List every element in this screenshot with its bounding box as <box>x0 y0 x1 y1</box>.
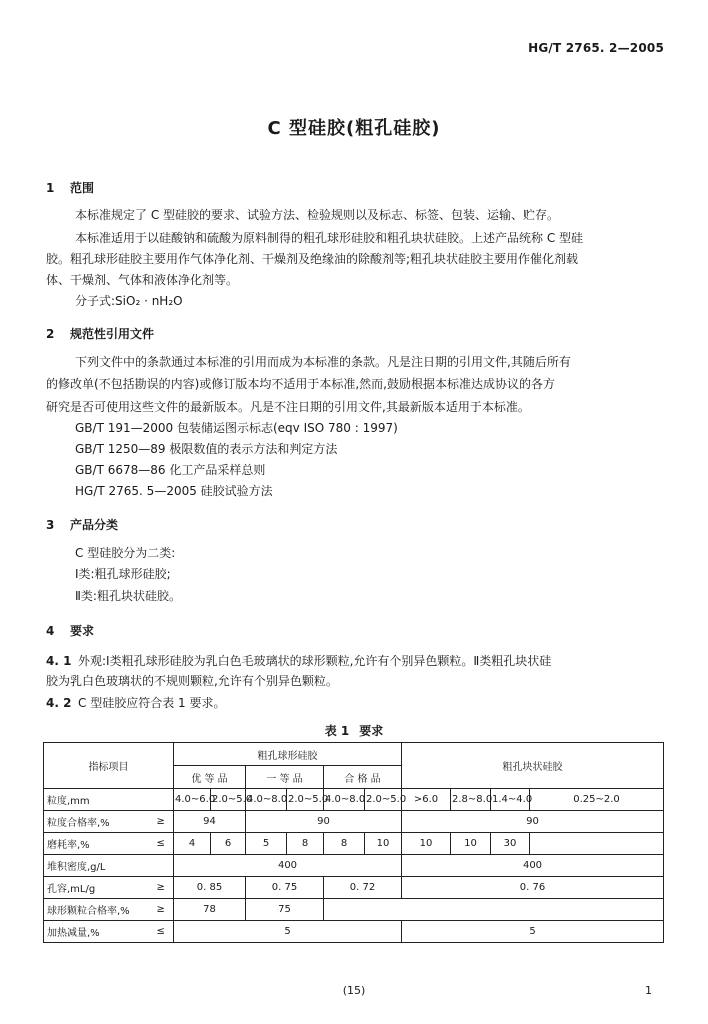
section-1-paragraph-2-line-3: 体、干燥剂、气体和液体净化剂等。 <box>46 273 239 287</box>
clause-4-1-line-1 <box>46 652 551 669</box>
row-label: 孔容,mL/g <box>44 877 149 899</box>
section-title: 产品分类 <box>70 518 119 532</box>
table-cell: 94 <box>174 811 246 833</box>
table-cell: 2.0~5.0 <box>287 789 324 811</box>
table-cell: 10 <box>365 833 402 855</box>
clause-text: C 型硅胶应符合表 1 要求。 <box>78 696 226 710</box>
section-number: 2 <box>46 327 55 341</box>
document-title: C 型硅胶(粗孔硅胶) <box>267 118 441 139</box>
table-cell: 0. 75 <box>246 877 324 899</box>
row-label: 粒度合格率,% <box>44 811 149 833</box>
classification-intro: C 型硅胶分为二类: <box>75 546 176 560</box>
table-cell: 0. 76 <box>402 877 664 899</box>
row-operator: ≤ <box>149 833 174 855</box>
reference-item: GB/T 6678—86 化工产品采样总则 <box>75 463 266 477</box>
section-1-heading <box>46 179 94 196</box>
clause-number: 4. 1 <box>46 654 72 668</box>
row-operator: ≤ <box>149 921 174 943</box>
clause-number: 4. 2 <box>46 696 72 710</box>
row-label: 加热减量,% <box>44 921 149 943</box>
table-cell: 5 <box>174 921 402 943</box>
header-grade-qualified: 合 格 品 <box>324 766 402 789</box>
table-cell: 0.25~2.0 <box>530 789 664 811</box>
table-cell: 90 <box>402 811 664 833</box>
section-3-heading <box>46 516 118 533</box>
row-operator <box>149 789 174 811</box>
section-1-paragraph-2-line-2: 胶。粗孔球形硅胶主要用作气体净化剂、干燥剂及绝缘油的除酸剂等;粗孔块状硅胶主要用作催化剂载 <box>46 252 579 266</box>
table-row-size <box>44 789 664 811</box>
clause-4-2 <box>46 694 225 711</box>
row-operator: ≥ <box>149 811 174 833</box>
table-row-spherical-pass-rate <box>44 899 664 921</box>
header-spherical-gel: 粗孔球形硅胶 <box>174 743 402 766</box>
table-cell: 8 <box>324 833 365 855</box>
table-cell <box>530 833 664 855</box>
standard-code: HG/T 2765. 2—2005 <box>528 41 664 55</box>
table-cell: 400 <box>402 855 664 877</box>
reference-item: HG/T 2765. 5—2005 硅胶试验方法 <box>75 484 273 498</box>
table-title: 要求 <box>359 724 384 738</box>
header-grade-first: 一 等 品 <box>246 766 324 789</box>
table-row-pore-volume <box>44 877 664 899</box>
row-operator: ≥ <box>149 877 174 899</box>
table-cell: 0. 72 <box>324 877 402 899</box>
table-cell: 90 <box>246 811 402 833</box>
header-lump-gel: 粗孔块状硅胶 <box>402 743 664 789</box>
table-cell: 2.8~8.0 <box>451 789 491 811</box>
section-number: 3 <box>46 518 55 532</box>
section-1-paragraph-2-line-1: 本标准适用于以硅酸钠和硫酸为原料制得的粗孔球形硅胶和粗孔块状硅胶。上述产品统称 C 型硅 <box>75 231 584 245</box>
row-label: 粒度,mm <box>44 789 149 811</box>
table-cell: 0. 85 <box>174 877 246 899</box>
header-item: 指标项目 <box>44 743 174 789</box>
table-cell: 400 <box>174 855 402 877</box>
table-cell: 4.0~6.0 <box>174 789 211 811</box>
section-number: 1 <box>46 181 55 195</box>
molecular-formula: 分子式:SiO₂ · nH₂O <box>75 294 183 308</box>
table-cell: 10 <box>451 833 491 855</box>
section-2-heading <box>46 325 154 342</box>
table-cell: 30 <box>491 833 530 855</box>
table-cell: 8 <box>287 833 324 855</box>
header-grade-excellent: 优 等 品 <box>174 766 246 789</box>
row-operator <box>149 855 174 877</box>
table-cell: >6.0 <box>402 789 451 811</box>
requirements-table <box>43 742 664 943</box>
clause-4-1-line-2: 胶为乳白色玻璃状的不规则颗粒,允许有个别异色颗粒。 <box>46 674 338 688</box>
table-number: 表 1 <box>324 724 350 738</box>
reference-item: GB/T 191—2000 包装储运图示标志(eqv ISO 780 : 1997) <box>75 421 398 435</box>
section-1-paragraph-1: 本标准规定了 C 型硅胶的要求、试验方法、检验规则以及标志、标签、包装、运输、贮存。 <box>75 208 560 222</box>
table-cell: 5 <box>402 921 664 943</box>
section-title: 范围 <box>70 181 95 195</box>
section-title: 规范性引用文件 <box>70 327 155 341</box>
section-2-paragraph-line-1: 下列文件中的条款通过本标准的引用而成为本标准的条款。凡是注日期的引用文件,其随后所有 <box>75 355 571 369</box>
section-2-paragraph-line-2: 的修改单(不包括勘误的内容)或修订版本均不适用于本标准,然而,鼓励根据本标准达成协议的各方 <box>46 377 555 391</box>
table-cell: 10 <box>402 833 451 855</box>
page-sequence: (15) <box>342 984 366 997</box>
table-row-heat-loss <box>44 921 664 943</box>
row-label: 磨耗率,% <box>44 833 149 855</box>
table-row-bulk-density <box>44 855 664 877</box>
reference-item: GB/T 1250—89 极限数值的表示方法和判定方法 <box>75 442 338 456</box>
section-2-paragraph-line-3: 研究是否可使用这些文件的最新版本。凡是不注日期的引用文件,其最新版本适用于本标准。 <box>46 400 530 414</box>
classification-type-2: Ⅱ类:粗孔块状硅胶。 <box>75 589 181 603</box>
table-cell <box>402 899 664 921</box>
table-caption <box>0 722 708 739</box>
table-cell: 4.0~8.0 <box>324 789 365 811</box>
table-cell: 75 <box>246 899 324 921</box>
table-cell <box>324 899 402 921</box>
section-4-heading <box>46 622 94 639</box>
table-row-pass-rate <box>44 811 664 833</box>
page-number: 1 <box>645 984 652 997</box>
section-number: 4 <box>46 624 55 638</box>
table-cell: 5 <box>246 833 287 855</box>
table-cell: 4 <box>174 833 211 855</box>
row-label: 球形颗粒合格率,% <box>44 899 149 921</box>
table-cell: 2.0~5.0 <box>211 789 246 811</box>
table-cell: 1.4~4.0 <box>491 789 530 811</box>
table-cell: 6 <box>211 833 246 855</box>
row-label: 堆积密度,g/L <box>44 855 149 877</box>
clause-text: 外观:Ⅰ类粗孔球形硅胶为乳白色毛玻璃状的球形颗粒,允许有个别异色颗粒。Ⅱ类粗孔块状硅 <box>78 654 552 668</box>
table-cell: 2.0~5.0 <box>365 789 402 811</box>
section-title: 要求 <box>70 624 95 638</box>
row-operator: ≥ <box>149 899 174 921</box>
table-cell: 4.0~8.0 <box>246 789 287 811</box>
table-cell: 78 <box>174 899 246 921</box>
table-row-wear-rate <box>44 833 664 855</box>
table-header-row-1 <box>44 743 664 766</box>
classification-type-1: Ⅰ类:粗孔球形硅胶; <box>75 567 171 581</box>
